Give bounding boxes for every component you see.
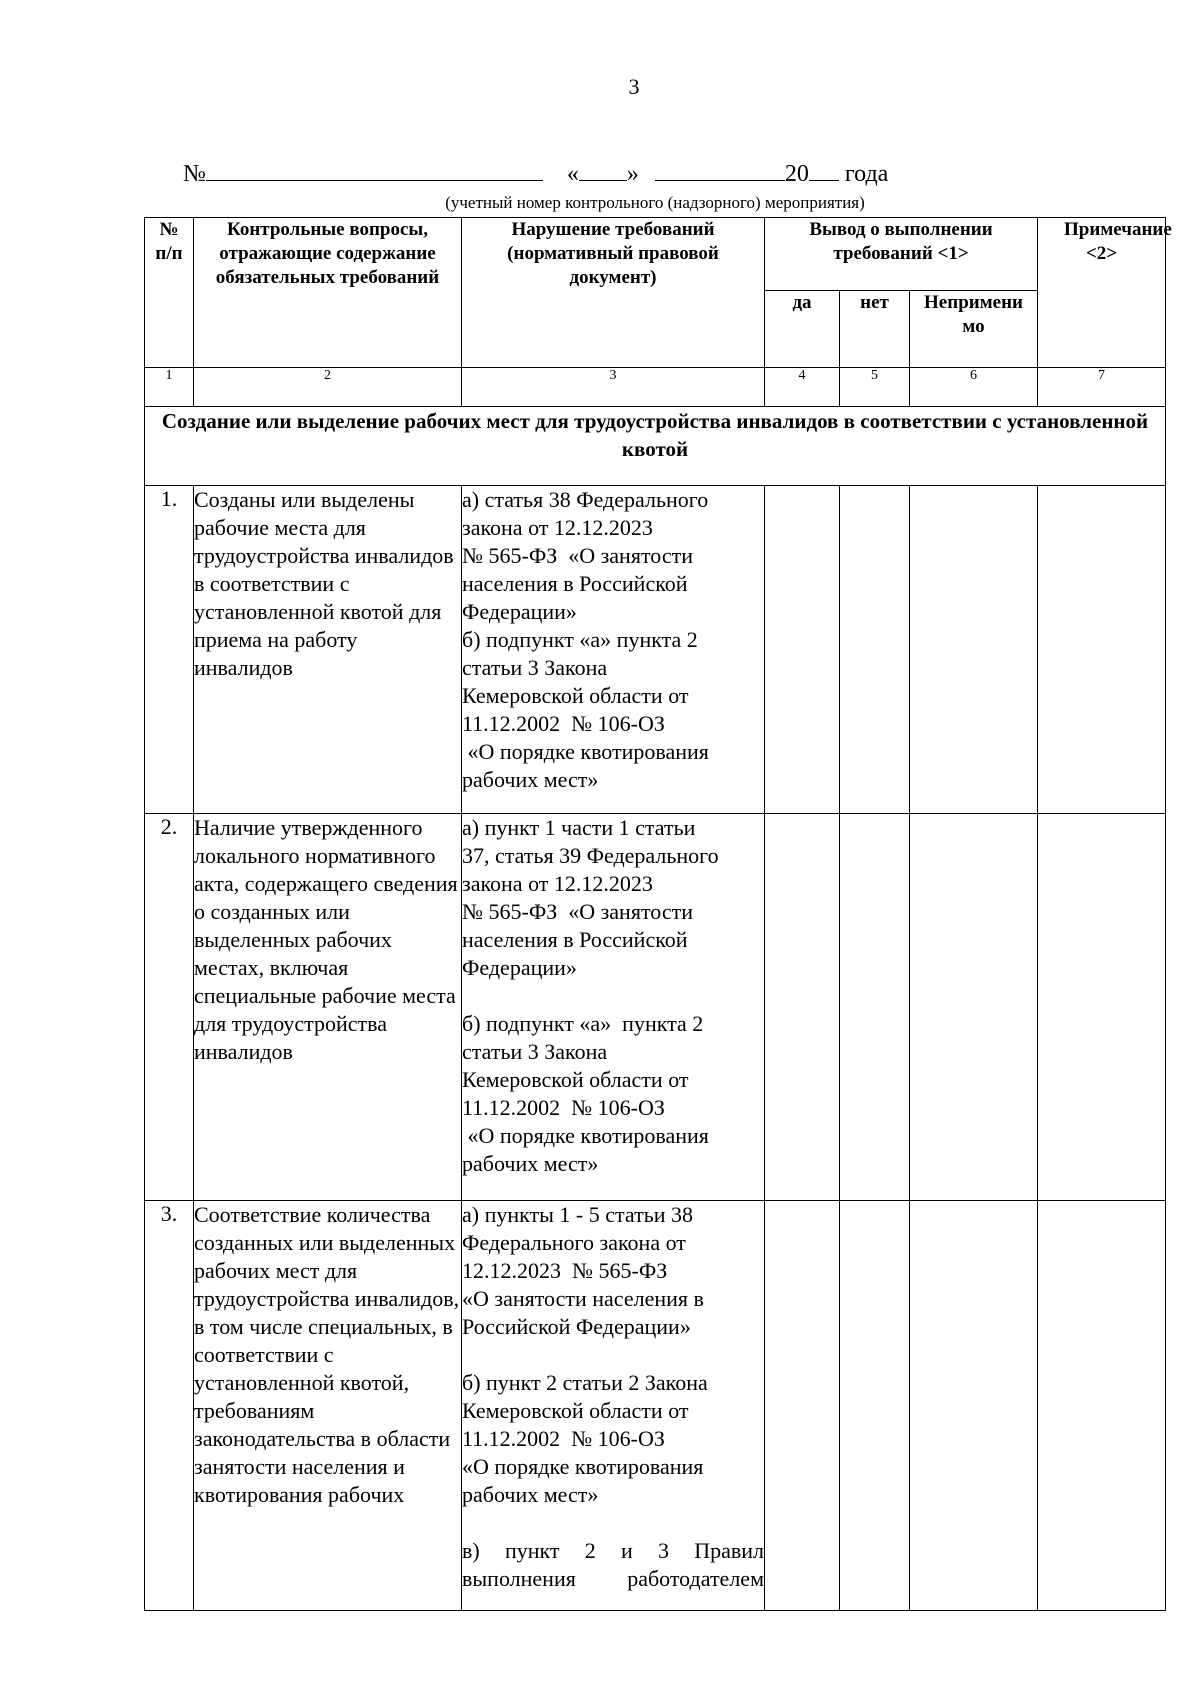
- answer-yes-cell[interactable]: [765, 1201, 840, 1611]
- violation-line: «О занятости населения в: [462, 1286, 704, 1311]
- header-not-applicable: Неприменимо: [910, 291, 1038, 368]
- violation-line: рабочих мест»: [462, 1482, 599, 1507]
- violation-reference: [462, 486, 765, 814]
- header-yes: да: [765, 291, 840, 368]
- year-blank: [809, 160, 839, 181]
- column-number: 5: [840, 368, 910, 407]
- violation-line: Кемеровской области от: [462, 1067, 689, 1092]
- note-cell[interactable]: [1038, 1201, 1166, 1611]
- record-number-caption: (учетный номер контрольного (надзорного) мероприятия): [445, 193, 865, 212]
- violation-line: Российской Федерации»: [462, 1314, 691, 1339]
- year-prefix: 20: [784, 161, 809, 187]
- control-question: Созданы или выделены рабочие места для трудоустройства инвалидов в соответствии с установленной квотой для приема на работу инвалидов: [194, 486, 462, 814]
- answer-not-applicable-cell[interactable]: [910, 1201, 1038, 1611]
- number-sign: №: [183, 161, 206, 187]
- violation-line: [462, 982, 764, 1010]
- violation-line: рабочих мест»: [462, 767, 599, 792]
- violation-line: Федерального закона от: [462, 1230, 686, 1255]
- answer-no-cell[interactable]: [840, 486, 910, 814]
- violation-line: статьи 3 Закона: [462, 1039, 608, 1064]
- violation-line: 37, статья 39 Федерального: [462, 843, 719, 868]
- violation-line: рабочих мест»: [462, 1151, 599, 1176]
- header-violation: Нарушение требований (нормативный правовой документ): [462, 218, 765, 368]
- column-number: 2: [194, 368, 462, 407]
- answer-yes-cell[interactable]: [765, 486, 840, 814]
- violation-line: а) пункты 1 - 5 статьи 38: [462, 1202, 694, 1227]
- row-number: 3.: [145, 1201, 194, 1611]
- violation-line: а) пункт 1 части 1 статьи: [462, 815, 696, 840]
- control-question: Наличие утвержденного локального нормативного акта, содержащего сведения о созданных или выделенных рабочих местах, включая специальные рабочие места для трудоустройства инвалидов: [194, 814, 462, 1201]
- month-blank: [655, 160, 785, 181]
- violation-line: Федерации»: [462, 955, 577, 980]
- violation-line: № 565-ФЗ «О занятости: [462, 899, 693, 924]
- violation-line: статьи 3 Закона: [462, 655, 608, 680]
- close-quote: »: [626, 161, 639, 187]
- violation-line: Федерации»: [462, 599, 577, 624]
- violation-line: [462, 1341, 764, 1369]
- violation-line: в) пункт 2 и 3 Правил: [462, 1538, 764, 1563]
- note-cell[interactable]: [1038, 486, 1166, 814]
- violation-line: [462, 1509, 764, 1537]
- column-number: 3: [462, 368, 765, 407]
- header-no: нет: [840, 291, 910, 368]
- violation-line: б) подпункт «а» пункта 2: [462, 627, 698, 652]
- violation-line: закона от 12.12.2023: [462, 871, 653, 896]
- violation-reference: [462, 1201, 765, 1611]
- section-title: Создание или выделение рабочих мест для трудоустройства инвалидов в соответствии с установленной квотой: [145, 407, 1166, 486]
- answer-no-cell[interactable]: [840, 1201, 910, 1611]
- violation-line: 11.12.2002 № 106-ОЗ: [462, 1426, 665, 1451]
- answer-yes-cell[interactable]: [765, 814, 840, 1201]
- header-number: № п/п: [145, 218, 194, 368]
- record-number-line: [183, 160, 888, 188]
- checklist-table: [144, 217, 1172, 1611]
- day-blank: [579, 160, 627, 181]
- page-number: 3: [628, 74, 640, 99]
- violation-line: Кемеровской области от: [462, 683, 689, 708]
- year-word: года: [844, 161, 889, 187]
- column-number: 4: [765, 368, 840, 407]
- violation-line: 11.12.2002 № 106-ОЗ: [462, 1095, 665, 1120]
- answer-not-applicable-cell[interactable]: [910, 814, 1038, 1201]
- column-number: 1: [145, 368, 194, 407]
- violation-line: Кемеровской области от: [462, 1398, 689, 1423]
- answer-no-cell[interactable]: [840, 814, 910, 1201]
- violation-line: «О порядке квотирования: [462, 739, 709, 764]
- header-conclusion: Вывод о выполнении требований <1>: [765, 218, 1038, 291]
- violation-line: № 565-ФЗ «О занятости: [462, 543, 693, 568]
- violation-line: населения в Российской: [462, 571, 688, 596]
- violation-reference: [462, 814, 765, 1201]
- record-number-blank: [206, 160, 543, 181]
- violation-line: населения в Российской: [462, 927, 688, 952]
- violation-line: «О порядке квотирования: [462, 1454, 704, 1479]
- violation-line: 12.12.2023 № 565-ФЗ: [462, 1258, 668, 1283]
- column-number: 7: [1038, 368, 1166, 407]
- column-number: 6: [910, 368, 1038, 407]
- note-cell[interactable]: [1038, 814, 1166, 1201]
- violation-line: 11.12.2002 № 106-ОЗ: [462, 711, 665, 736]
- violation-line: б) пункт 2 статьи 2 Закона: [462, 1370, 708, 1395]
- row-number: 2.: [145, 814, 194, 1201]
- violation-line: закона от 12.12.2023: [462, 515, 653, 540]
- violation-line: а) статья 38 Федерального: [462, 487, 709, 512]
- violation-line: «О порядке квотирования: [462, 1123, 709, 1148]
- open-quote: «: [566, 161, 579, 187]
- header-note: Примечание <2>: [1038, 218, 1166, 368]
- answer-not-applicable-cell[interactable]: [910, 486, 1038, 814]
- row-number: 1.: [145, 486, 194, 814]
- violation-line: выполнения работодателем: [462, 1566, 764, 1591]
- control-question: Соответствие количества созданных или выделенных рабочих мест для трудоустройства инвалидов, в том числе специальных, в соответствии с установленной квотой, требованиям законодательства в области занятости населения и квотирования рабочих: [194, 1201, 462, 1611]
- violation-line: б) подпункт «а» пункта 2: [462, 1011, 704, 1036]
- header-questions: Контрольные вопросы, отражающие содержание обязательных требований: [194, 218, 462, 368]
